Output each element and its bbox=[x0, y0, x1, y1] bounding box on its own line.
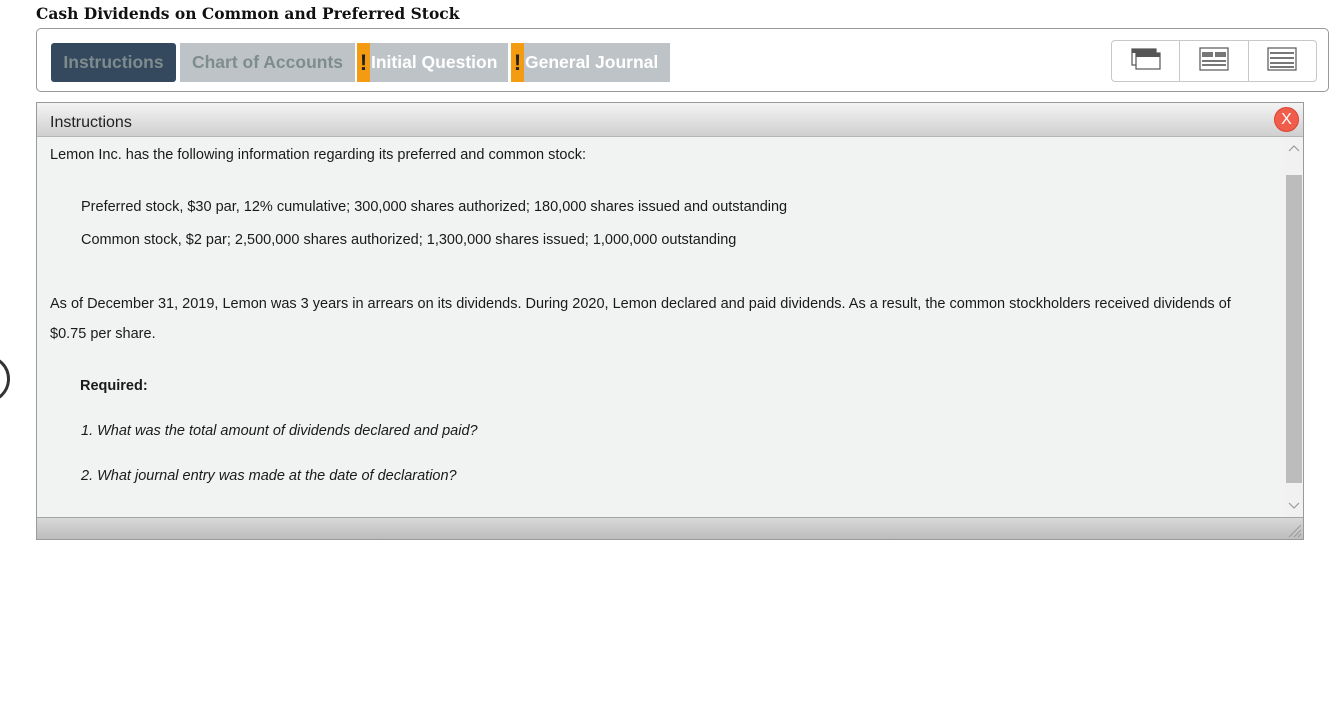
question-2: 2. What journal entry was made at the date of declaration? bbox=[81, 468, 457, 484]
required-label: Required: bbox=[80, 378, 148, 394]
tab-instructions[interactable] bbox=[51, 43, 176, 82]
panel-title: Instructions bbox=[50, 114, 132, 131]
arrears-paragraph-line-1: As of December 31, 2019, Lemon was 3 years in arrears on its dividends. During 2020, Lemon declared and paid dividends. As a result, the common stockholders received dividends of bbox=[50, 296, 1231, 312]
panel-header bbox=[37, 103, 1303, 137]
tab-chart-of-accounts[interactable] bbox=[180, 43, 355, 82]
split-view-button[interactable] bbox=[1180, 41, 1248, 81]
preferred-stock-item: Preferred stock, $30 par, 12% cumulative; 300,000 shares authorized; 180,000 shares issued and outstanding bbox=[81, 199, 788, 215]
common-stock-item: Common stock, $2 par; 2,500,000 shares authorized; 1,300,000 shares issued; 1,000,000 outstanding bbox=[81, 232, 737, 248]
page-title: Cash Dividends on Common and Preferred Stock bbox=[36, 4, 460, 23]
tab-initial-question[interactable] bbox=[357, 43, 508, 82]
vertical-scrollbar[interactable] bbox=[1285, 137, 1303, 517]
scroll-down-icon[interactable] bbox=[1285, 497, 1303, 515]
side-nav-circle[interactable] bbox=[0, 355, 10, 403]
list-view-icon bbox=[1267, 47, 1297, 76]
intro-text: Lemon Inc. has the following information regarding its preferred and common stock: bbox=[50, 147, 586, 163]
warning-icon: ! bbox=[357, 43, 370, 82]
instructions-panel bbox=[36, 102, 1304, 540]
single-pane-view-button[interactable] bbox=[1112, 41, 1180, 81]
tab-label: Chart of Accounts bbox=[191, 52, 344, 72]
tab-label: Initial Question bbox=[371, 52, 498, 72]
tab-bar bbox=[36, 28, 1329, 92]
resize-grip-icon[interactable] bbox=[1286, 522, 1302, 538]
warning-icon: ! bbox=[511, 43, 524, 82]
question-1: 1. What was the total amount of dividends declared and paid? bbox=[81, 423, 478, 439]
scroll-thumb[interactable] bbox=[1286, 175, 1302, 483]
scroll-up-icon[interactable] bbox=[1285, 139, 1303, 157]
split-view-icon bbox=[1199, 47, 1229, 76]
tab-label: Instructions bbox=[63, 52, 164, 72]
tab-general-journal[interactable] bbox=[511, 43, 670, 82]
close-button[interactable]: X bbox=[1274, 107, 1299, 132]
tab-label: General Journal bbox=[525, 52, 659, 72]
view-switcher bbox=[1111, 40, 1317, 82]
arrears-paragraph-line-2: $0.75 per share. bbox=[50, 326, 156, 342]
panel-footer bbox=[37, 517, 1303, 539]
single-pane-view-icon bbox=[1131, 47, 1161, 76]
panel-body bbox=[37, 137, 1285, 517]
list-view-button[interactable] bbox=[1249, 41, 1316, 81]
